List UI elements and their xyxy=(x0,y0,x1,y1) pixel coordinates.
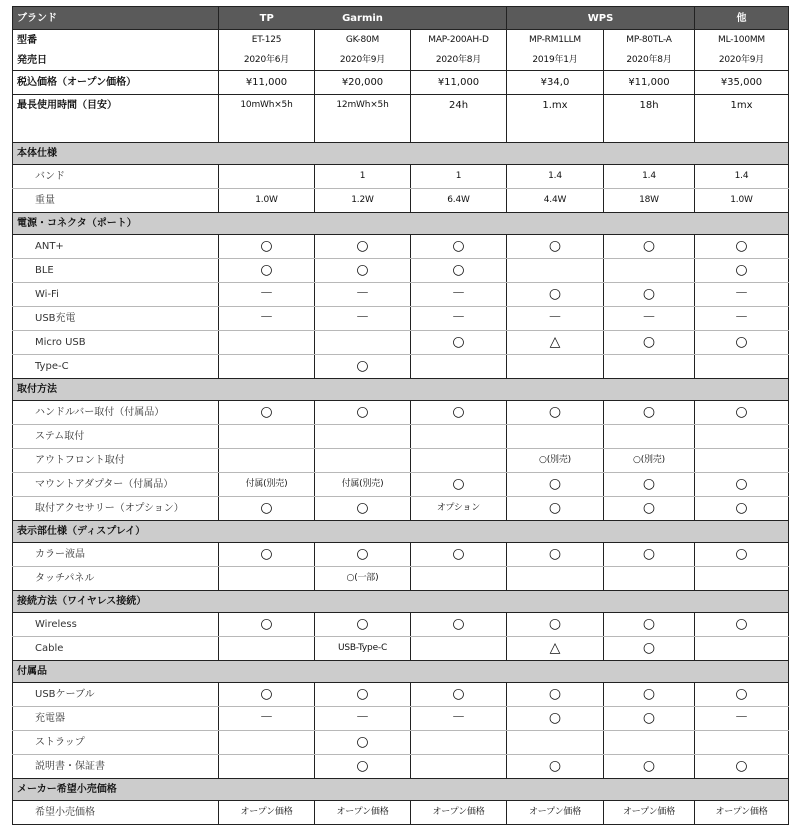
section-header-mount xyxy=(13,379,789,401)
mount-value-cell: ○ xyxy=(507,473,604,497)
power-row-label: USB充電 xyxy=(13,307,219,331)
power-value-cell: ○ xyxy=(604,283,695,307)
power-row xyxy=(13,235,789,259)
connection-value-cell: USB-Type-C xyxy=(315,637,411,661)
mount-row-label: アウトフロント取付 xyxy=(13,449,219,473)
display-value-cell xyxy=(411,567,507,591)
power-value-cell: ○ xyxy=(411,235,507,259)
power-row xyxy=(13,355,789,379)
accessory-value-cell: ○ xyxy=(411,683,507,707)
section-header-display xyxy=(13,521,789,543)
mount-value-cell: ○ xyxy=(411,401,507,425)
section-title: 本体仕様 xyxy=(13,143,789,165)
power-value-cell xyxy=(507,355,604,379)
section-header-connection xyxy=(13,591,789,613)
mount-row-label: ステム取付 xyxy=(13,425,219,449)
display-value-cell: ○ xyxy=(695,543,789,567)
price-row xyxy=(13,71,789,95)
mount-row-label: ハンドルバー取付（付属品） xyxy=(13,401,219,425)
power-value-cell: ○ xyxy=(219,259,315,283)
power-value-cell: ○ xyxy=(315,355,411,379)
body-value-cell: 1.4 xyxy=(507,165,604,189)
body-value-cell: 1 xyxy=(315,165,411,189)
release-date-row xyxy=(13,50,789,71)
power-value-cell: ○ xyxy=(604,331,695,355)
mount-value-cell xyxy=(219,449,315,473)
battery-cell: 1mx xyxy=(695,95,789,143)
power-value-cell: － xyxy=(219,283,315,307)
msrp-row xyxy=(13,801,789,825)
accessory-value-cell xyxy=(411,731,507,755)
display-value-cell: ○ xyxy=(507,543,604,567)
section-header-power xyxy=(13,213,789,235)
connection-value-cell xyxy=(695,637,789,661)
section-title: 接続方法（ワイヤレス接続） xyxy=(13,591,789,613)
power-value-cell: ○ xyxy=(411,259,507,283)
connection-value-cell: △ xyxy=(507,637,604,661)
connection-row xyxy=(13,637,789,661)
power-row xyxy=(13,259,789,283)
power-value-cell: ○ xyxy=(315,259,411,283)
mount-value-cell: ○ xyxy=(507,401,604,425)
connection-value-cell: ○ xyxy=(604,637,695,661)
price-cell: ¥11,000 xyxy=(411,71,507,95)
display-row xyxy=(13,543,789,567)
accessory-row xyxy=(13,755,789,779)
accessory-value-cell: － xyxy=(695,707,789,731)
power-value-cell: － xyxy=(411,283,507,307)
power-row xyxy=(13,307,789,331)
mount-value-cell xyxy=(315,449,411,473)
connection-value-cell: ○ xyxy=(411,613,507,637)
display-value-cell: ○ xyxy=(411,543,507,567)
accessory-value-cell: ○ xyxy=(507,755,604,779)
model-number-label: 型番 xyxy=(13,30,219,51)
power-value-cell xyxy=(219,331,315,355)
model-cell: MP-80TL-A xyxy=(604,30,695,51)
mount-value-cell: ○(別売) xyxy=(507,449,604,473)
display-value-cell: ○ xyxy=(219,543,315,567)
mount-value-cell: ○ xyxy=(604,401,695,425)
msrp-value-cell: オープン価格 xyxy=(695,801,789,825)
header-vendor-b: Garmin xyxy=(315,7,411,30)
mount-value-cell: ○ xyxy=(604,473,695,497)
mount-value-cell: ○(別売) xyxy=(604,449,695,473)
connection-row-label: Wireless xyxy=(13,613,219,637)
display-value-cell: ○(一部) xyxy=(315,567,411,591)
price-cell: ¥20,000 xyxy=(315,71,411,95)
power-value-cell xyxy=(695,355,789,379)
price-cell: ¥11,000 xyxy=(604,71,695,95)
connection-value-cell: ○ xyxy=(695,613,789,637)
body-row-label: 重量 xyxy=(13,189,219,213)
accessory-value-cell: ○ xyxy=(219,683,315,707)
release-cell: 2020年8月 xyxy=(411,50,507,71)
display-value-cell: ○ xyxy=(315,543,411,567)
accessory-value-cell: ○ xyxy=(315,683,411,707)
release-cell: 2020年8月 xyxy=(604,50,695,71)
mount-value-cell: ○ xyxy=(315,497,411,521)
power-row-label: BLE xyxy=(13,259,219,283)
spec-comparison-table xyxy=(12,6,789,825)
mount-row xyxy=(13,473,789,497)
accessory-row-label: USBケーブル xyxy=(13,683,219,707)
accessory-value-cell: ○ xyxy=(507,683,604,707)
price-cell: ¥35,000 xyxy=(695,71,789,95)
body-value-cell: 4.4W xyxy=(507,189,604,213)
body-row-label: バンド xyxy=(13,165,219,189)
power-value-cell: － xyxy=(695,283,789,307)
power-value-cell: － xyxy=(604,307,695,331)
body-value-cell: 1.4 xyxy=(604,165,695,189)
accessory-value-cell: － xyxy=(315,707,411,731)
model-cell: ET-125 xyxy=(219,30,315,51)
power-value-cell xyxy=(604,355,695,379)
release-cell: 2020年9月 xyxy=(695,50,789,71)
power-value-cell: － xyxy=(695,307,789,331)
header-category: ブランド xyxy=(13,7,219,30)
power-value-cell: ○ xyxy=(604,235,695,259)
accessory-value-cell xyxy=(604,731,695,755)
model-cell: MP-RM1LLM xyxy=(507,30,604,51)
battery-cell: 18h xyxy=(604,95,695,143)
accessory-value-cell: ○ xyxy=(695,683,789,707)
battery-cell: 24h xyxy=(411,95,507,143)
battery-label: 最長使用時間（目安） xyxy=(13,95,219,143)
accessory-row-label: ストラップ xyxy=(13,731,219,755)
display-row-label: カラー液晶 xyxy=(13,543,219,567)
body-value-cell: 1 xyxy=(411,165,507,189)
display-value-cell xyxy=(695,567,789,591)
display-value-cell xyxy=(507,567,604,591)
connection-value-cell: ○ xyxy=(604,613,695,637)
header-vendor-d: 他 xyxy=(695,7,789,30)
price-cell: ¥34,0 xyxy=(507,71,604,95)
price-cell: ¥11,000 xyxy=(219,71,315,95)
mount-value-cell xyxy=(604,425,695,449)
power-value-cell: ○ xyxy=(695,259,789,283)
power-value-cell: ○ xyxy=(411,331,507,355)
section-title: 表示部仕様（ディスプレイ） xyxy=(13,521,789,543)
power-row-label: ANT+ xyxy=(13,235,219,259)
power-value-cell xyxy=(604,259,695,283)
mount-row-label: 取付アクセサリー（オプション） xyxy=(13,497,219,521)
power-row-label: Type-C xyxy=(13,355,219,379)
accessory-value-cell: ○ xyxy=(315,755,411,779)
section-title: 付属品 xyxy=(13,661,789,683)
mount-value-cell: ○ xyxy=(411,473,507,497)
spec-comparison-table-wrapper xyxy=(12,6,788,818)
power-value-cell: － xyxy=(219,307,315,331)
mount-value-cell: ○ xyxy=(695,473,789,497)
mount-value-cell: ○ xyxy=(604,497,695,521)
battery-cell: 12mWh×5h xyxy=(315,95,411,143)
mount-value-cell xyxy=(411,449,507,473)
power-row xyxy=(13,331,789,355)
mount-row-label: マウントアダプター（付属品） xyxy=(13,473,219,497)
accessory-value-cell: ○ xyxy=(315,731,411,755)
power-value-cell xyxy=(219,355,315,379)
mount-row xyxy=(13,425,789,449)
mount-value-cell: ○ xyxy=(219,497,315,521)
mount-value-cell xyxy=(315,425,411,449)
header-vendor-a: TP xyxy=(219,7,315,30)
accessory-value-cell xyxy=(695,731,789,755)
body-value-cell: 1.2W xyxy=(315,189,411,213)
mount-value-cell: ○ xyxy=(315,401,411,425)
power-row xyxy=(13,283,789,307)
release-cell: 2019年1月 xyxy=(507,50,604,71)
msrp-value-cell: オープン価格 xyxy=(507,801,604,825)
mount-value-cell: ○ xyxy=(507,497,604,521)
accessory-row xyxy=(13,707,789,731)
battery-cell: 10mWh×5h xyxy=(219,95,315,143)
power-value-cell: ○ xyxy=(695,235,789,259)
accessory-value-cell: ○ xyxy=(604,755,695,779)
accessory-row-label: 説明書・保証書 xyxy=(13,755,219,779)
section-header-accessory xyxy=(13,661,789,683)
power-value-cell: △ xyxy=(507,331,604,355)
mount-value-cell: ○ xyxy=(219,401,315,425)
power-value-cell xyxy=(411,355,507,379)
accessory-value-cell: － xyxy=(411,707,507,731)
connection-row xyxy=(13,613,789,637)
header-vendor-c: WPS xyxy=(507,7,695,30)
connection-value-cell xyxy=(219,637,315,661)
mount-value-cell xyxy=(695,449,789,473)
mount-row xyxy=(13,401,789,425)
accessory-row xyxy=(13,731,789,755)
mount-value-cell: ○ xyxy=(695,401,789,425)
section-header-msrp xyxy=(13,779,789,801)
power-value-cell: － xyxy=(411,307,507,331)
release-date-label: 発売日 xyxy=(13,50,219,71)
power-value-cell xyxy=(507,259,604,283)
battery-cell: 1.mx xyxy=(507,95,604,143)
mount-value-cell xyxy=(507,425,604,449)
accessory-value-cell: ○ xyxy=(604,707,695,731)
model-number-row xyxy=(13,30,789,51)
accessory-value-cell xyxy=(219,755,315,779)
connection-value-cell xyxy=(411,637,507,661)
connection-value-cell: ○ xyxy=(315,613,411,637)
mount-value-cell: オプション xyxy=(411,497,507,521)
connection-value-cell: ○ xyxy=(219,613,315,637)
accessory-value-cell: － xyxy=(219,707,315,731)
body-value-cell: 18W xyxy=(604,189,695,213)
mount-value-cell xyxy=(695,425,789,449)
body-value-cell: 1.0W xyxy=(219,189,315,213)
price-label: 税込価格（オープン価格） xyxy=(13,71,219,95)
release-cell: 2020年9月 xyxy=(315,50,411,71)
mount-value-cell: 付属(別売) xyxy=(315,473,411,497)
power-value-cell: ○ xyxy=(315,235,411,259)
display-value-cell xyxy=(219,567,315,591)
accessory-row-label: 充電器 xyxy=(13,707,219,731)
mount-value-cell: 付属(別売) xyxy=(219,473,315,497)
accessory-value-cell xyxy=(219,731,315,755)
power-row-label: Wi-Fi xyxy=(13,283,219,307)
section-title: 電源・コネクタ（ポート） xyxy=(13,213,789,235)
section-title: メーカー希望小売価格 xyxy=(13,779,789,801)
msrp-value-cell: オープン価格 xyxy=(219,801,315,825)
power-row-label: Micro USB xyxy=(13,331,219,355)
model-cell: ML-100MM xyxy=(695,30,789,51)
body-value-cell: 1.0W xyxy=(695,189,789,213)
power-value-cell: － xyxy=(507,307,604,331)
section-header-body xyxy=(13,143,789,165)
body-value-cell xyxy=(219,165,315,189)
body-row xyxy=(13,165,789,189)
header-row xyxy=(13,7,789,30)
mount-row xyxy=(13,449,789,473)
accessory-value-cell: ○ xyxy=(695,755,789,779)
display-row-label: タッチパネル xyxy=(13,567,219,591)
mount-value-cell xyxy=(411,425,507,449)
model-cell: MAP-200AH-D xyxy=(411,30,507,51)
power-value-cell: － xyxy=(315,307,411,331)
display-row xyxy=(13,567,789,591)
mount-row xyxy=(13,497,789,521)
power-value-cell: ○ xyxy=(507,235,604,259)
mount-value-cell: ○ xyxy=(695,497,789,521)
power-value-cell: － xyxy=(315,283,411,307)
body-value-cell: 1.4 xyxy=(695,165,789,189)
model-cell: GK-80M xyxy=(315,30,411,51)
display-value-cell xyxy=(604,567,695,591)
power-value-cell: ○ xyxy=(695,331,789,355)
mount-value-cell xyxy=(219,425,315,449)
accessory-value-cell: ○ xyxy=(604,683,695,707)
battery-row xyxy=(13,95,789,143)
accessory-value-cell xyxy=(411,755,507,779)
msrp-value-cell: オープン価格 xyxy=(411,801,507,825)
release-cell: 2020年6月 xyxy=(219,50,315,71)
connection-value-cell: ○ xyxy=(507,613,604,637)
accessory-row xyxy=(13,683,789,707)
power-value-cell xyxy=(315,331,411,355)
accessory-value-cell xyxy=(507,731,604,755)
msrp-value-cell: オープン価格 xyxy=(315,801,411,825)
section-title: 取付方法 xyxy=(13,379,789,401)
body-value-cell: 6.4W xyxy=(411,189,507,213)
msrp-value-cell: オープン価格 xyxy=(604,801,695,825)
connection-row-label: Cable xyxy=(13,637,219,661)
power-value-cell: ○ xyxy=(219,235,315,259)
display-value-cell: ○ xyxy=(604,543,695,567)
accessory-value-cell: ○ xyxy=(507,707,604,731)
power-value-cell: ○ xyxy=(507,283,604,307)
msrp-row-label: 希望小売価格 xyxy=(13,801,219,825)
body-row xyxy=(13,189,789,213)
